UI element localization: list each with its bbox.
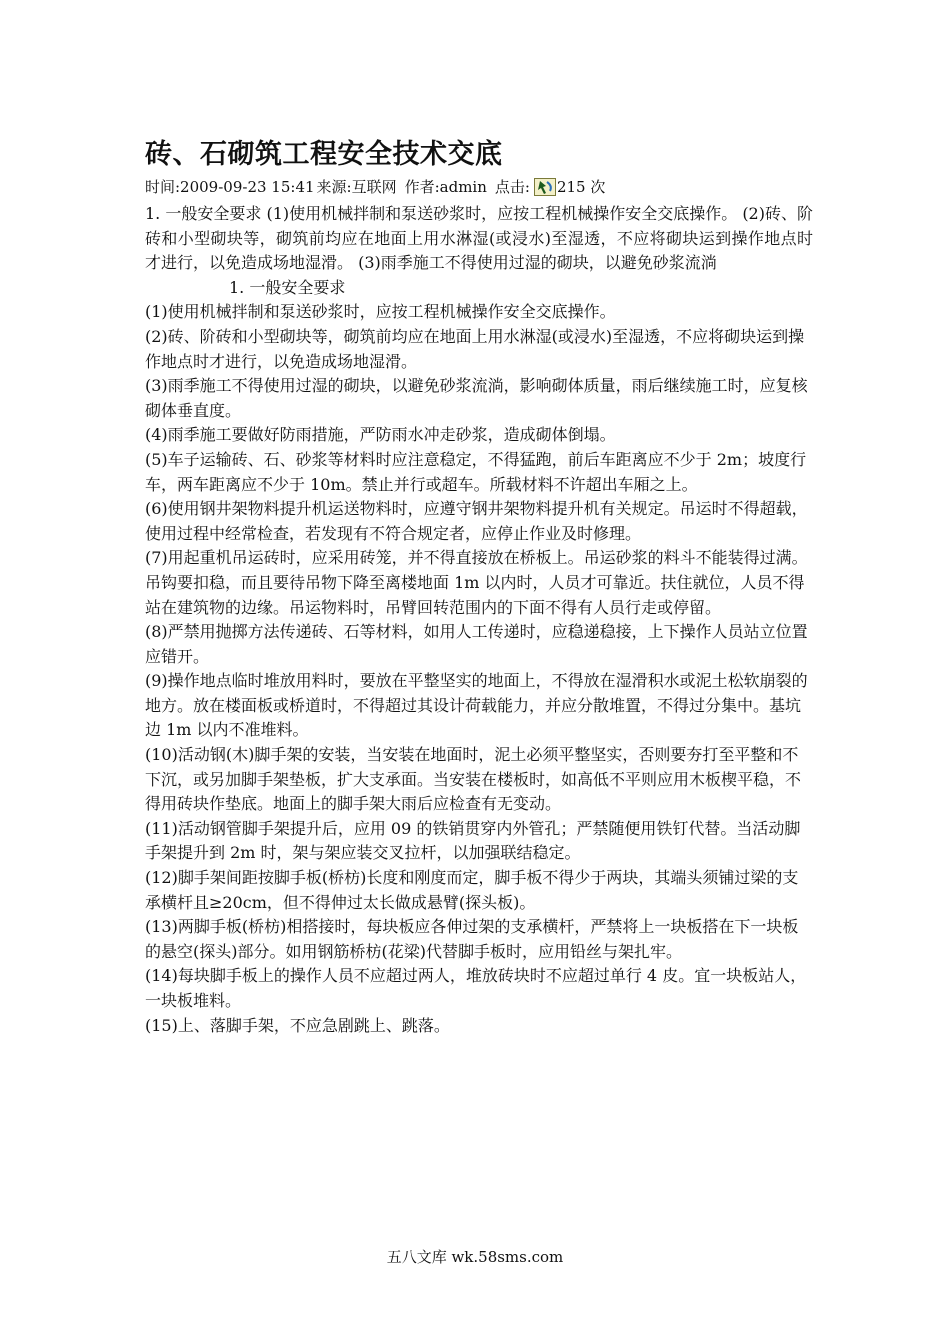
- list-item: (8)严禁用抛掷方法传递砖、石等材料，如用人工传递时，应稳递稳接，上下操作人员站立位置应错开。: [145, 622, 808, 666]
- list-item: (4)雨季施工要做好防雨措施，严防雨水冲走砂浆，造成砌体倒塌。: [145, 425, 616, 445]
- list-item: (10)活动钢(木)脚手架的安装，当安装在地面时，泥土必须平整坚实，否则要夯打至平整和不下沉，或另加脚手架垫板，扩大支承面。当安装在楼板时，如高低不平则应用木板楔平稳，不得用砖块作垫底。地面上的脚手架大雨后应检查有无变动。: [145, 745, 802, 814]
- publish-time: 时间:2009-09-23 15:41: [145, 178, 315, 196]
- click-count: 215 次: [556, 178, 606, 196]
- list-item: (6)使用钢井架物料提升机运送物料时，应遵守钢井架物料提升机有关规定。吊运时不得超载，使用过程中经常检查，若发现有不符合规定者，应停止作业及时修理。: [145, 499, 808, 543]
- list-item: (14)每块脚手板上的操作人员不应超过两人，堆放砖块时不应超过单行 4 皮。宜一块板站人，一块板堆料。: [145, 966, 807, 1010]
- article-meta: [145, 177, 605, 197]
- list-item: (15)上、落脚手架，不应急剧跳上、跳落。: [145, 1015, 450, 1035]
- article-source: 来源:互联网: [316, 178, 397, 196]
- intro-paragraph: 1. 一般安全要求 (1)使用机械拌制和泵送砂浆时，应按工程机械操作安全交底操作。 (2)砖、阶砖和小型砌块等，砌筑前均应在地面上用水淋湿(或浸水)至湿透，不应将砌块运到操作地点时才进行，以免造成场地湿滑。 (3)雨季施工不得使用过湿的砌块，以避免砂浆流淌: [145, 204, 813, 273]
- article-body: [145, 202, 813, 1038]
- list-item: (12)脚手架间距按脚手板(桥枋)长度和刚度而定，脚手板不得少于两块，其端头须铺过梁的支承横杆且≥20cm，但不得伸过太长做成悬臂(探头板)。: [145, 868, 799, 912]
- section-heading: 1. 一般安全要求: [229, 277, 346, 297]
- list-item: (9)操作地点临时堆放用料时，要放在平整坚实的地面上，不得放在湿滑积水或泥土松软崩裂的地方。放在楼面板或桥道时，不得超过其设计荷载能力，并应分散堆置，不得过分集中。基坑边 1m 以内不准堆料。: [145, 671, 808, 740]
- list-item: (5)车子运输砖、石、砂浆等材料时应注意稳定，不得猛跑，前后车距离应不少于 2m；坡度行车，两车距离应不少于 10m。禁止并行或超车。所载材料不许超出车厢之上。: [145, 449, 807, 494]
- list-item: (3)雨季施工不得使用过湿的砌块，以避免砂浆流淌，影响砌体质量，雨后继续施工时，应复核砌体垂直度。: [145, 376, 808, 420]
- list-item: (1)使用机械拌制和泵送砂浆时，应按工程机械操作安全交底操作。: [145, 302, 616, 322]
- click-label: 点击:: [494, 178, 530, 196]
- click-counter-icon: [534, 178, 556, 196]
- page-footer: 五八文库 wk.58sms.com: [386, 1248, 564, 1266]
- list-item: (7)用起重机吊运砖时，应采用砖笼，并不得直接放在桥板上。吊运砂浆的料斗不能装得过满。吊钩要扣稳，而且要待吊物下降至离楼地面 1m 以内时，人员才可靠近。扶住就位，人员不得站在建筑物的边缘。吊运物料时，吊臂回转范围内的下面不得有人员行走或停留。: [145, 548, 808, 617]
- article-author: 作者:admin: [404, 178, 487, 196]
- list-item: (2)砖、阶砖和小型砌块等，砌筑前均应在地面上用水淋湿(或浸水)至湿透，不应将砌块运到操作地点时才进行，以免造成场地湿滑。: [145, 326, 805, 371]
- list-item: (13)两脚手板(桥枋)相搭接时，每块板应各伸过架的支承横杆，严禁将上一块板搭在下一块板的悬空(探头)部分。如用钢筋桥枋(花梁)代替脚手板时，应用铅丝与架扎牢。: [145, 917, 799, 961]
- list-item: (11)活动钢管脚手架提升后，应用 09 的铁销贯穿内外管孔；严禁随便用铁钉代替。当活动脚手架提升到 2m 时，架与架应装交叉拉杆，以加强联结稳定。: [145, 818, 801, 863]
- page-title: 砖、石砌筑工程安全技术交底: [145, 139, 503, 170]
